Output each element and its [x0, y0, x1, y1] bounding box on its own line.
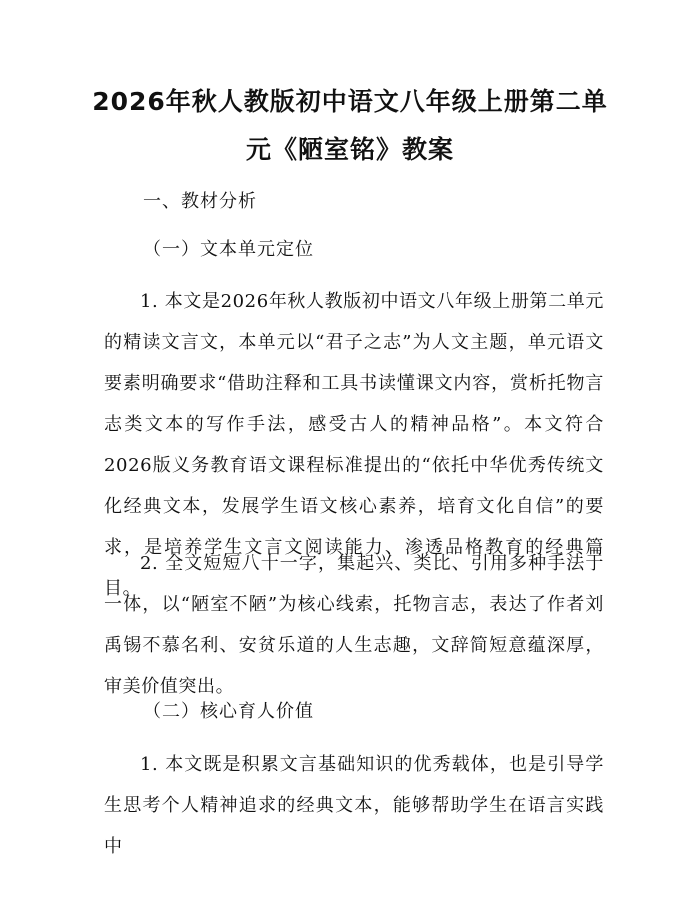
subsection-heading-core-value: （二）核心育人价值 — [143, 701, 314, 722]
paragraph-core-value-1: 1. 本文既是积累文言基础知识的优秀载体，也是引导学生思考个人精神追求的经典文本，能够帮助学生在语言实践中 — [104, 754, 604, 857]
paragraph-unit-positioning-2: 2. 全文短短八十一字，集起兴、类比、引用多种手法于一体，以“陋室不陋”为核心线索，托物言志，表达了作者刘禹锡不慕名利、安贫乐道的人生志趣，文辞简短意蕴深厚，审美价值突出。 — [104, 553, 604, 697]
section-heading-textbook-analysis: 一、教材分析 — [143, 191, 257, 212]
subsection-heading-unit-positioning: （一）文本单元定位 — [143, 239, 314, 260]
document-title-line-1: 2026年秋人教版初中语文八年级上册第二单 — [92, 87, 608, 116]
paragraph-unit-positioning-1: 1. 本文是2026年秋人教版初中语文八年级上册第二单元的精读文言文，本单元以“君子之志”为人文主题，单元语文要素明确要求“借助注释和工具书读懂课文内容，赏析托物言志类文本的写作手法，感受古人的精神品格”。本文符合2026版义务教育语文课程标准提出的“依托中华优秀传统文化经典文本，发展学生语文核心素养，培育文化自信”的要求，是培养学生文言文阅读能力、渗透品格教育的经典篇目。 — [104, 291, 604, 599]
document-title-line-2: 元《陋室铭》教案 — [245, 135, 454, 164]
